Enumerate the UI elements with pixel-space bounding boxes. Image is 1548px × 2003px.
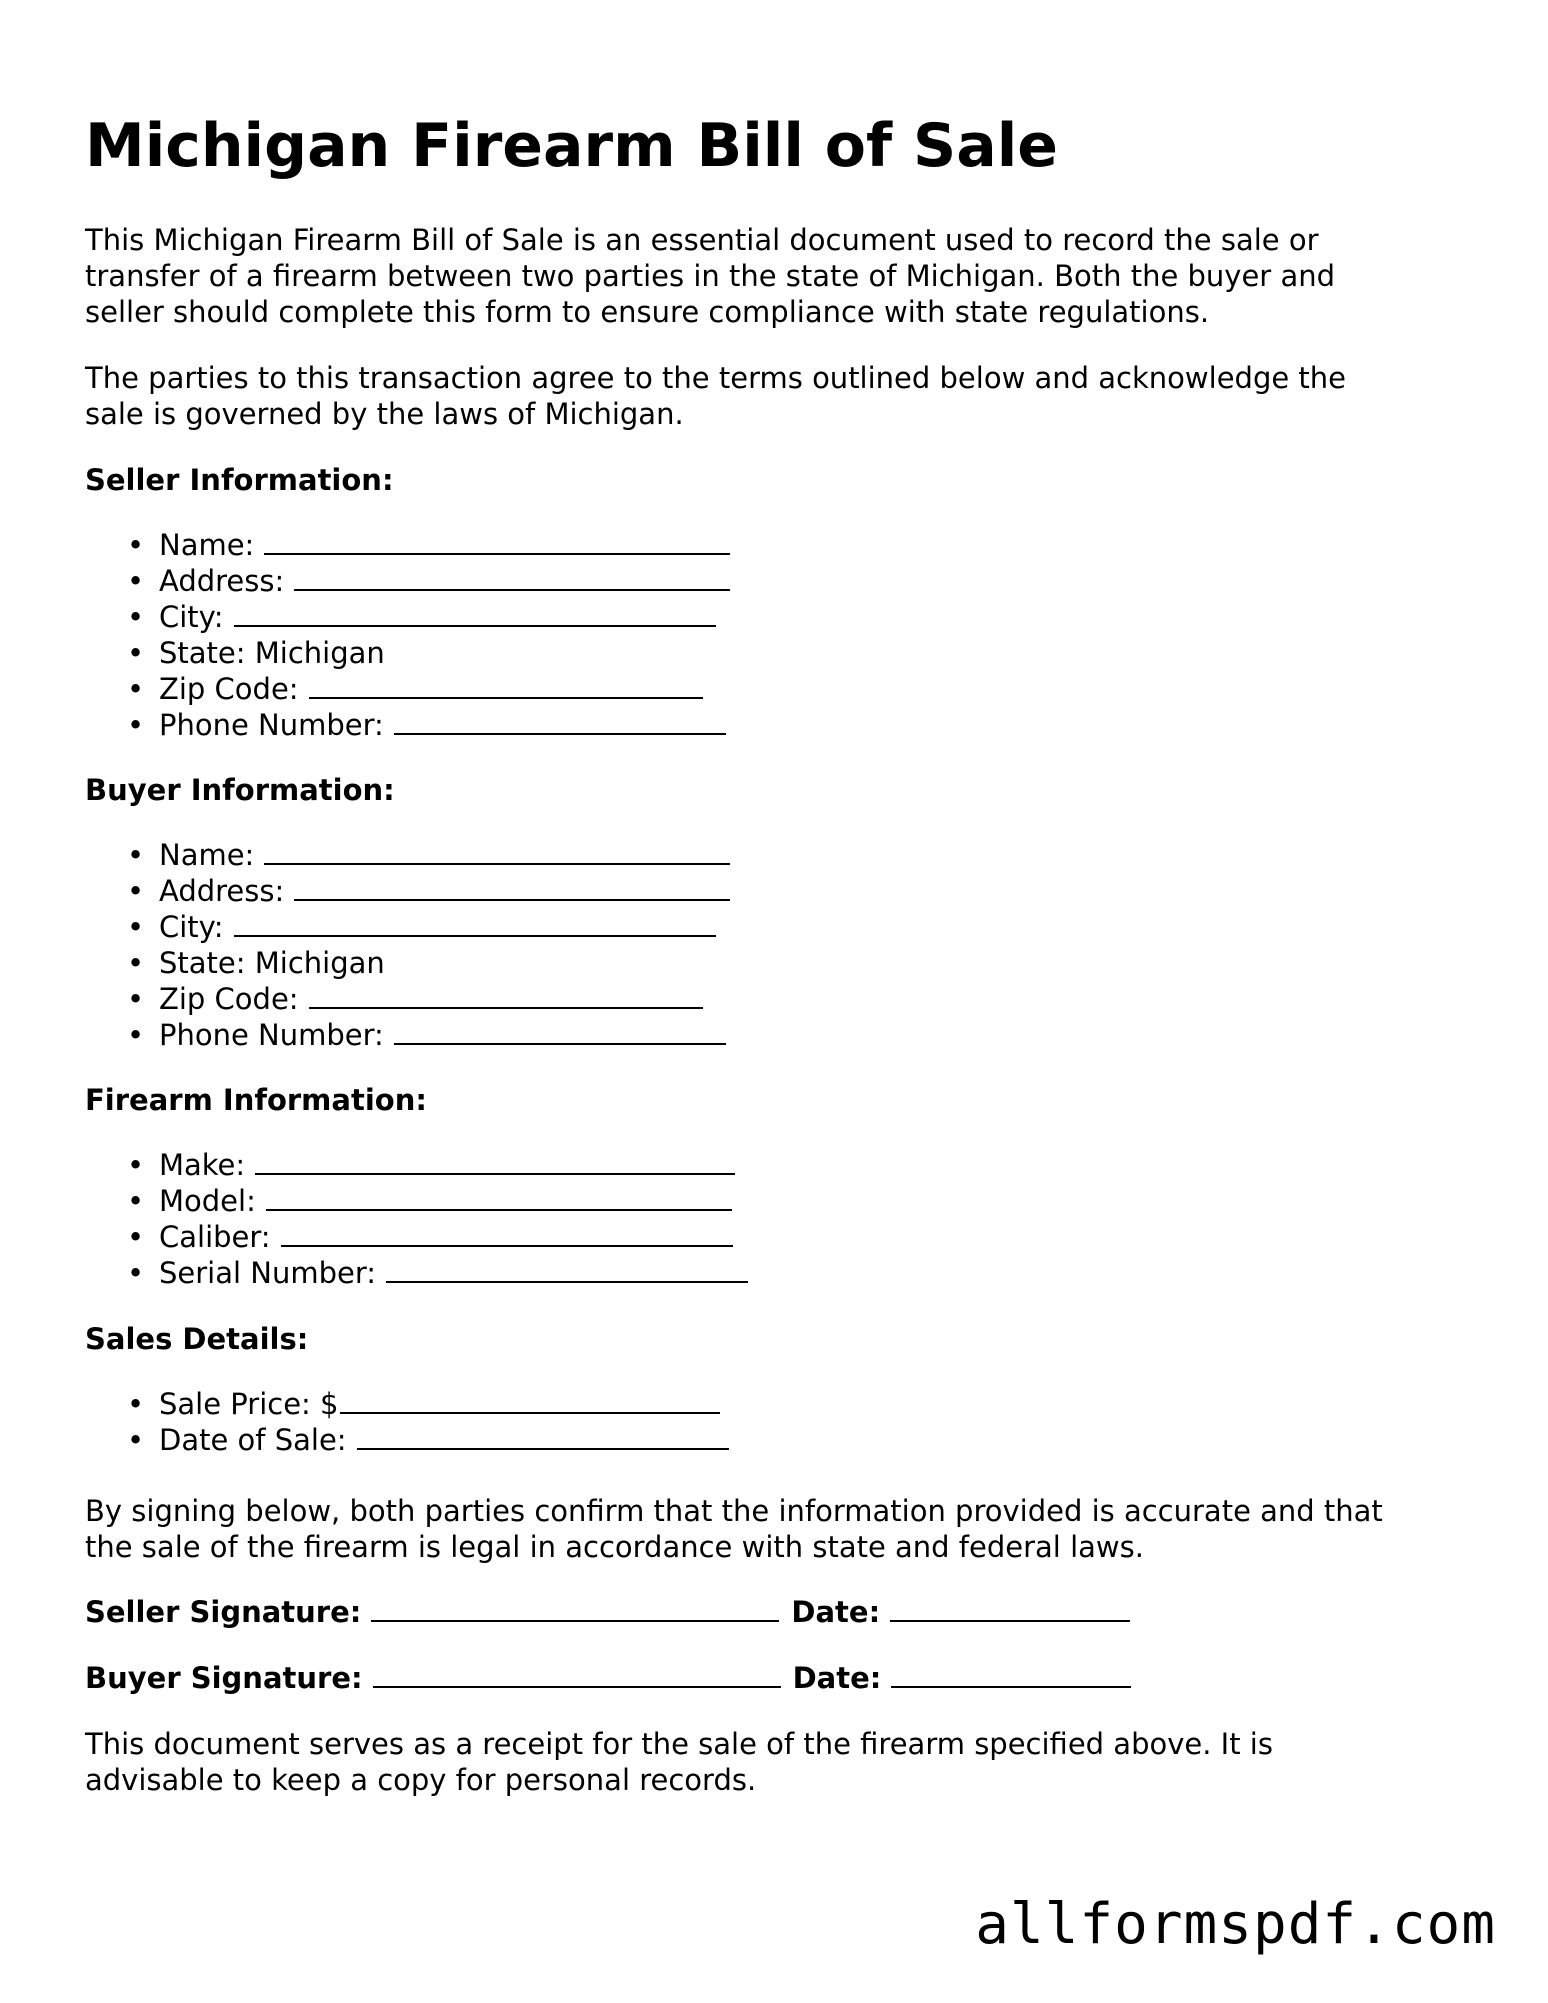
seller-name-field	[85, 527, 730, 563]
seller-city-field	[85, 599, 730, 635]
field-label: City:	[159, 910, 224, 944]
bullet: •	[127, 708, 145, 742]
seller-signature-blank[interactable]	[371, 1594, 779, 1622]
sale-price-blank[interactable]	[340, 1386, 720, 1414]
buyer-phone-field	[85, 1017, 730, 1053]
buyer-address-blank[interactable]	[294, 873, 730, 901]
field-label: Sale Price: $	[159, 1387, 339, 1421]
sales-section-heading: Sales Details:	[85, 1322, 309, 1356]
field-label: City:	[159, 600, 224, 634]
seller-zip-field	[85, 671, 730, 707]
intro-line: seller should complete this form to ensure compliance with state regulations.	[85, 295, 1210, 329]
buyer-phone-blank[interactable]	[394, 1017, 726, 1045]
firearm-model-field	[85, 1183, 748, 1219]
firearm-field-list	[85, 1147, 748, 1291]
firearm-caliber-blank[interactable]	[281, 1219, 733, 1247]
buyer-section-heading: Buyer Information:	[85, 773, 395, 807]
intro-paragraph	[85, 222, 1335, 330]
firearm-make-field	[85, 1147, 748, 1183]
field-label: Date of Sale:	[159, 1423, 347, 1457]
seller-section-heading: Seller Information:	[85, 463, 394, 497]
bullet: •	[127, 1018, 145, 1052]
bullet: •	[127, 528, 145, 562]
buyer-name-field	[85, 837, 730, 873]
bullet: •	[127, 838, 145, 872]
buyer-signature-label: Buyer Signature:	[85, 1661, 363, 1695]
buyer-zip-blank[interactable]	[309, 981, 703, 1009]
sale-price-field	[85, 1386, 729, 1422]
firearm-caliber-field	[85, 1219, 748, 1255]
terms-paragraph	[85, 360, 1346, 432]
field-label: Zip Code:	[159, 672, 299, 706]
field-label: Zip Code:	[159, 982, 299, 1016]
field-label: Address:	[159, 874, 285, 908]
field-label: Make:	[159, 1148, 246, 1182]
bullet: •	[127, 1387, 145, 1421]
bullet: •	[127, 1220, 145, 1254]
terms-line: sale is governed by the laws of Michigan.	[85, 397, 684, 431]
seller-phone-blank[interactable]	[394, 707, 726, 735]
field-label: Serial Number:	[159, 1256, 377, 1290]
closing-line: advisable to keep a copy for personal records.	[85, 1763, 757, 1797]
field-label: Caliber:	[159, 1220, 271, 1254]
field-label: Name:	[159, 528, 255, 562]
seller-date-label: Date:	[791, 1595, 881, 1629]
bullet: •	[127, 1184, 145, 1218]
seller-signature-row	[85, 1594, 1142, 1630]
seller-state-field	[85, 635, 730, 671]
buyer-signature-row	[85, 1660, 1143, 1696]
sales-field-list	[85, 1386, 729, 1458]
seller-zip-blank[interactable]	[309, 671, 703, 699]
buyer-name-blank[interactable]	[264, 837, 730, 865]
bullet: •	[127, 910, 145, 944]
bullet: •	[127, 1423, 145, 1457]
field-label: State: Michigan	[159, 946, 385, 980]
seller-date-blank[interactable]	[890, 1594, 1130, 1622]
buyer-city-blank[interactable]	[234, 909, 716, 937]
buyer-city-field	[85, 909, 730, 945]
seller-field-list	[85, 527, 730, 743]
buyer-field-list	[85, 837, 730, 1053]
document-title: Michigan Firearm Bill of Sale	[85, 111, 1058, 181]
field-label: Address:	[159, 564, 285, 598]
buyer-date-label: Date:	[792, 1661, 882, 1695]
confirmation-paragraph	[85, 1493, 1383, 1565]
bullet: •	[127, 636, 145, 670]
intro-line: This Michigan Firearm Bill of Sale is an essential document used to record the sale or	[85, 223, 1319, 257]
bullet: •	[127, 1148, 145, 1182]
bullet: •	[127, 600, 145, 634]
seller-city-blank[interactable]	[234, 599, 716, 627]
buyer-date-blank[interactable]	[891, 1660, 1131, 1688]
firearm-serial-blank[interactable]	[386, 1255, 748, 1283]
bullet: •	[127, 1256, 145, 1290]
sale-date-field	[85, 1422, 729, 1458]
bullet: •	[127, 672, 145, 706]
closing-line: This document serves as a receipt for the sale of the firearm specified above. It is	[85, 1727, 1273, 1761]
sale-date-blank[interactable]	[357, 1422, 729, 1450]
buyer-signature-blank[interactable]	[373, 1660, 781, 1688]
buyer-address-field	[85, 873, 730, 909]
buyer-zip-field	[85, 981, 730, 1017]
intro-line: transfer of a firearm between two parties in the state of Michigan. Both the buyer and	[85, 259, 1336, 293]
confirmation-line: the sale of the firearm is legal in accordance with state and federal laws.	[85, 1530, 1144, 1564]
firearm-model-blank[interactable]	[266, 1183, 732, 1211]
field-label: Phone Number:	[159, 708, 384, 742]
bullet: •	[127, 564, 145, 598]
field-label: Name:	[159, 838, 255, 872]
seller-phone-field	[85, 707, 730, 743]
terms-line: The parties to this transaction agree to the terms outlined below and acknowledge the	[85, 361, 1347, 395]
watermark-logo: allformspdf.com	[975, 1892, 1496, 1957]
seller-address-field	[85, 563, 730, 599]
bullet: •	[127, 874, 145, 908]
firearm-serial-field	[85, 1255, 748, 1291]
bullet: •	[127, 982, 145, 1016]
seller-signature-label: Seller Signature:	[85, 1595, 362, 1629]
closing-paragraph	[85, 1726, 1273, 1798]
seller-address-blank[interactable]	[294, 563, 730, 591]
field-label: State: Michigan	[159, 636, 385, 670]
firearm-section-heading: Firearm Information:	[85, 1083, 427, 1117]
field-label: Phone Number:	[159, 1018, 384, 1052]
field-label: Model:	[159, 1184, 256, 1218]
seller-name-blank[interactable]	[264, 527, 730, 555]
firearm-make-blank[interactable]	[255, 1147, 735, 1175]
bullet: •	[127, 946, 145, 980]
confirmation-line: By signing below, both parties confirm that the information provided is accurate and that	[85, 1494, 1383, 1528]
buyer-state-field	[85, 945, 730, 981]
